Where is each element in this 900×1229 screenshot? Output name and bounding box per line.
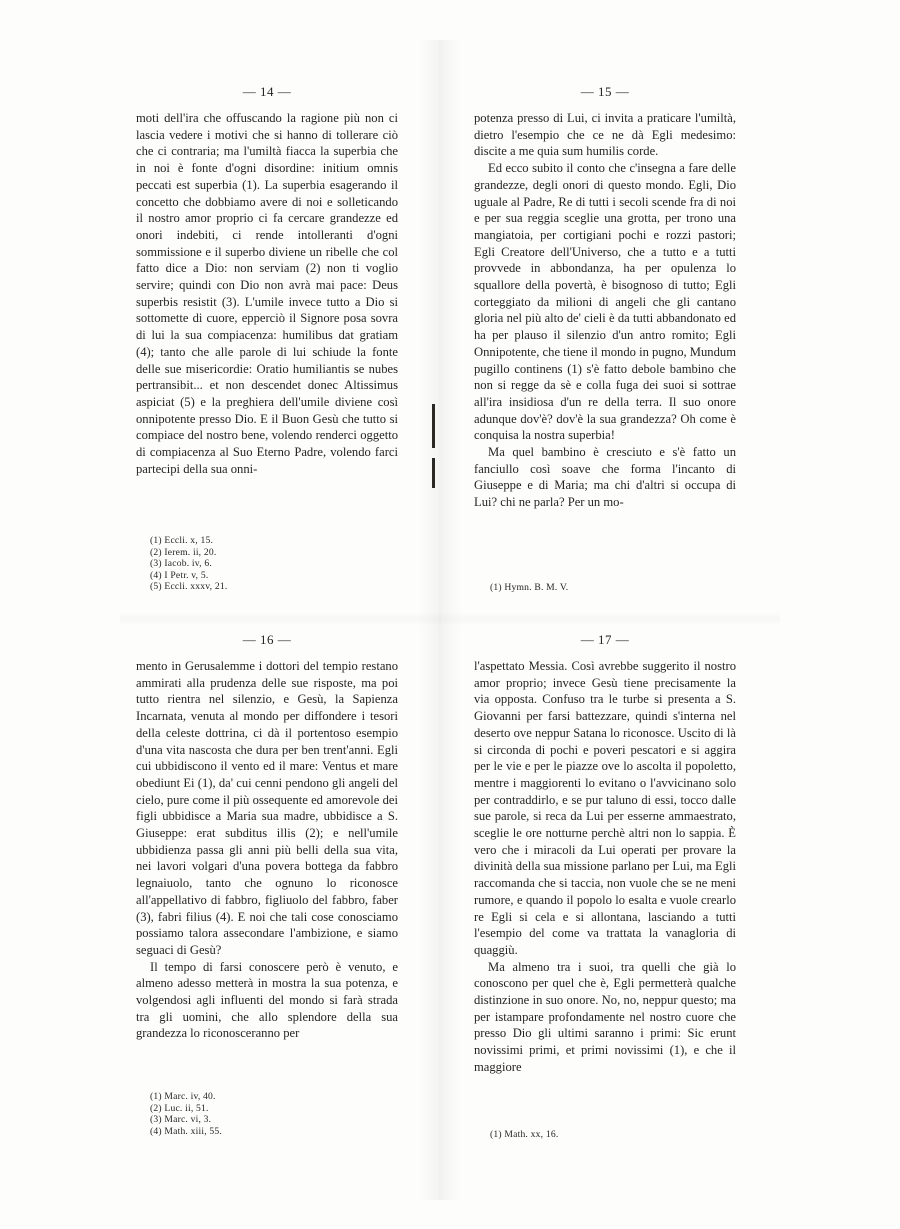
footnote: (4) Math. xiii, 55.: [150, 1125, 223, 1137]
footnote: (2) Ierem. ii, 20.: [150, 546, 217, 558]
footnotes: [150, 535, 227, 593]
paragraph: Ed ecco subito il conto che c'insegna a fare delle grandezze, degli onori di questo mondo. Egli, Dio uguale al Padre, Re di tutti i secoli scende fra di noi e per sua reggia sceglie una grotta, per trono una mangiatoia, per cortigiani pochi e rozzi pastori; Egli Creatore dell'Universo, che a tutto e a tutti provvede in abbondanza, ha per opulenza lo squallore della povertà, è bisognoso di tutto; Egli corteggiato da milioni di angeli che gli cantano gloria nel più alto de' cieli è da tutti abbandonato ed ha per plauso il silenzio d'un antro romito; Egli Onnipotente, che tiene il mondo in pugno, Mundum pugillo continens (1) s'è fatto debole bambino che non si regge da sè e colla fuga dei suoi si sottrae all'ira insidiosa d'un re della terra. Il suo onore adunque dov'è? dov'è la sua grandezza? Oh come è conquisa la nostra superbia!: [474, 161, 736, 443]
footnote: (1) Math. xx, 16.: [490, 1129, 559, 1140]
paragraph: potenza presso di Lui, ci invita a praticare l'umiltà, dietro l'esempio che ce ne dà Egli medesimo: discite a me quia sum humilis corde.: [474, 111, 736, 159]
paragraph: Ma almeno tra i suoi, tra quelli che già lo conoscono per quel che è, Egli permetterà qualche distinzione in suo onore. No, no, neppur questo; ma per istampare profondamente nel nostro cuore che presso Dio gli ultimi saranno i primi: Sic erunt novissimi primi, et primi novissimi (1), e che il maggiore: [474, 959, 736, 1074]
binding-mark: [432, 404, 435, 448]
footnote: (1) Eccli. x, 15.: [150, 535, 214, 546]
page-body: [474, 110, 736, 511]
page-number: — 14 —: [242, 84, 292, 99]
paragraph: moti dell'ira che offuscando la ragione più non ci lascia vedere i motivi che si hanno di tollerare ciò che ci contraria; ma l'umiltà fiacca la superbia che in noi è fonte d'ogni disordine: initium omnis peccati est superbia (1). La superbia esagerando il concetto che dobbiamo avere di noi e solleticando il nostro amor proprio ci fa cercare grandezze ed onori indebiti, ci rende intolleranti d'ogni sommissione e il superbo diviene un ribelle che col fatto dice a Dio: non serviam (2) non ti voglio servire; quindi con Dio non avrà mai pace: Deus superbis resistit (3). L'umile invece tutto a Dio si sottomette di cuore, epperciò il Signore posa sovra di lui la sua compiacenza: humilibus dat gratiam (4); tanto che alle parole di lui schiude la fonte delle sue misericordie: Oratio humiliantis se nubes pertransibit... et non descendet donec Altissimus aspiciat (5) e la preghiera dell'umile diviene così onnipotente presso Dio. E il Buon Gesù che tutto si compiace del nostro bene, volendo renderci oggetto di compiacenza al Suo Eterno Padre, volendo farci partecipi della sua onni-: [136, 111, 398, 476]
footnote: (4) I Petr. v, 5.: [150, 569, 209, 581]
page-15: [474, 84, 736, 511]
paragraph: l'aspettato Messia. Così avrebbe suggerito il nostro amor proprio; invece Gesù tiene precisamente la via opposta. Confuso tra le turbe si presenta a S. Giovanni per farsi battezzare, quindi s'interna nel deserto ove neppur Satana lo riconosce. Uscito di là si circonda di pochi e poveri pescatori e si aggira per le vie e per le piazze ove lo ascolta il popoletto, mentre i maggiorenti lo evitano o l'avvicinano solo per contraddirlo, e se pur taluno di essi, tocco dalle sue parole, si reca da Lui per esserne ammaestrato, sceglie le ore notturne perchè altri non lo sappia. È vero che i miracoli da Lui operati per provare la divinità della sua missione parlano per Lui, ma Egli raccomanda che si taccia, non vuole che se ne meni rumore, e quando il popolo lo esalta e vuole crearlo re Egli si cela e si allontana, lasciando a tutti l'esempio del come va trattata la vanagloria di quaggiù.: [474, 659, 736, 957]
page-number: — 15 —: [580, 84, 630, 99]
page-body: [474, 658, 736, 1076]
footnotes: [150, 1091, 222, 1137]
paragraph: Ma quel bambino è cresciuto e s'è fatto un fanciullo così soave che forma l'incanto di Giuseppe e di Maria; ma chi d'altri si occupa di Lui? chi ne parla? Per un mo-: [474, 445, 736, 510]
footnotes: [490, 1129, 558, 1141]
page-divider: [120, 612, 780, 626]
page-16: [136, 632, 398, 1042]
footnotes: [490, 582, 568, 594]
paragraph: Il tempo di farsi conoscere però è venuto, e almeno adesso metterà in mostra la sua potenza, e volgendosi agli influenti del mondo si farà strada tra gli uomini, che allo splendore della sua grandezza lo riconosceranno per: [136, 959, 398, 1041]
page-body: [136, 658, 398, 1042]
page-number: — 17 —: [580, 632, 630, 647]
footnote: (5) Eccli. xxxv, 21.: [150, 581, 228, 593]
footnote: (3) Marc. vi, 3.: [150, 1114, 212, 1126]
footnote: (1) Hymn. B. M. V.: [490, 582, 569, 593]
footnote: (1) Marc. iv, 40.: [150, 1091, 216, 1102]
page-body: [136, 110, 398, 477]
binding-mark: [432, 458, 435, 488]
page-number: — 16 —: [242, 632, 292, 647]
page-17: [474, 632, 736, 1076]
footnote: (2) Luc. ii, 51.: [150, 1102, 209, 1114]
page-14: [136, 84, 398, 477]
paragraph: mento in Gerusalemme i dottori del tempio restano ammirati alla prudenza delle sue risposte, ma poi tutto rientra nel silenzio, e Gesù, la Sapienza Incarnata, venuta al mondo per diffondere i tesori della celeste dottrina, ci dà il portentoso esempio d'una vita nascosta che dura per ben trent'anni. Egli cui ubbidiscono il vento ed il mare: Ventus et mare obediunt Ei (1), da' cui cenni pendono gli angeli del cielo, pure come il più ossequente ed amorevole dei figli ubbidisce a Maria sua madre, ubbidisce a S. Giuseppe: erat subditus illis (2); e nell'umile ubbidienza passa gli anni più belli della sua vita, nei lavori volgari d'una povera bottega da fabbro legnaiuolo, tanto che ognuno lo riconosce all'appellativo di fabbro, figliuolo del fabbro, faber (3), fabri filius (4). E noi che tali cose conosciamo possiamo talora assecondare l'ambizione, e siamo seguaci di Gesù?: [136, 659, 398, 957]
footnote: (3) Iacob. iv, 6.: [150, 558, 212, 570]
